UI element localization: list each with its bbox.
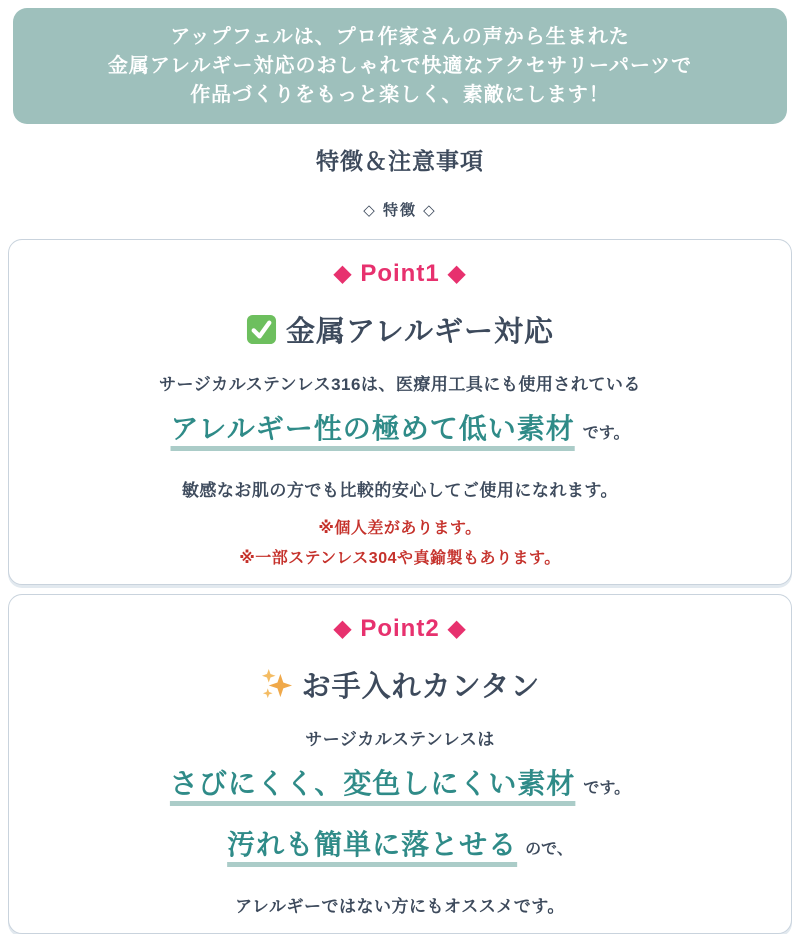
product-info-page	[0, 8, 800, 916]
section-title: 特徴＆注意事項	[316, 148, 484, 174]
point2-highlight-suffix-2: ので、	[525, 841, 573, 858]
intro-banner	[13, 8, 787, 124]
point2-highlight-text-2: 汚れも簡単に落とせる	[227, 829, 518, 860]
point1-highlight-row	[21, 407, 779, 456]
point2-intro: サージカルステンレスは	[305, 730, 495, 749]
point1-note-2: ※一部ステンレス304や真鍮製もあります。	[239, 550, 561, 567]
point2-highlight-row-1	[21, 762, 779, 811]
point2-heading	[21, 664, 779, 705]
point1-heading-text: 金属アレルギー対応	[285, 316, 555, 348]
point1-intro: サージカルステンレス316は、医療用工具にも使用されている	[159, 375, 641, 394]
point2-body: アレルギーではない方にもオススメです。	[235, 897, 565, 916]
point1-highlight-suffix: です。	[582, 425, 630, 442]
point1-heading	[21, 309, 779, 350]
point2-highlight-text-1: さびにくく、変色しにくい素材	[169, 768, 576, 799]
point1-body: 敏感なお肌の方でも比較的安心してご使用になれます。	[181, 481, 619, 500]
point1-note-1: ※個人差があります。	[318, 520, 482, 537]
banner-line-1: アップフェルは、プロ作家さんの声から生まれた	[170, 26, 630, 48]
sparkle-icon	[260, 668, 293, 701]
banner-line-3: 作品づくりをもっと楽しく、素敵にします！	[190, 84, 610, 106]
feature-card-point1	[8, 239, 792, 585]
point2-highlight-row-2	[21, 823, 779, 872]
point2-highlight-suffix-1: です。	[583, 780, 631, 797]
banner-line-2: 金属アレルギー対応のおしゃれで快適なアクセサリーパーツで	[107, 55, 693, 77]
point2-label: ◆ Point2 ◆	[333, 615, 467, 642]
point2-heading-text: お手入れカンタン	[301, 671, 541, 703]
point1-highlight-text: アレルギー性の極めて低い素材	[170, 413, 575, 444]
point1-label: ◆ Point1 ◆	[333, 260, 467, 287]
check-mark-icon	[246, 314, 277, 345]
feature-card-point2	[8, 594, 792, 934]
section-subtitle: ◇ 特徴 ◇	[363, 202, 437, 219]
